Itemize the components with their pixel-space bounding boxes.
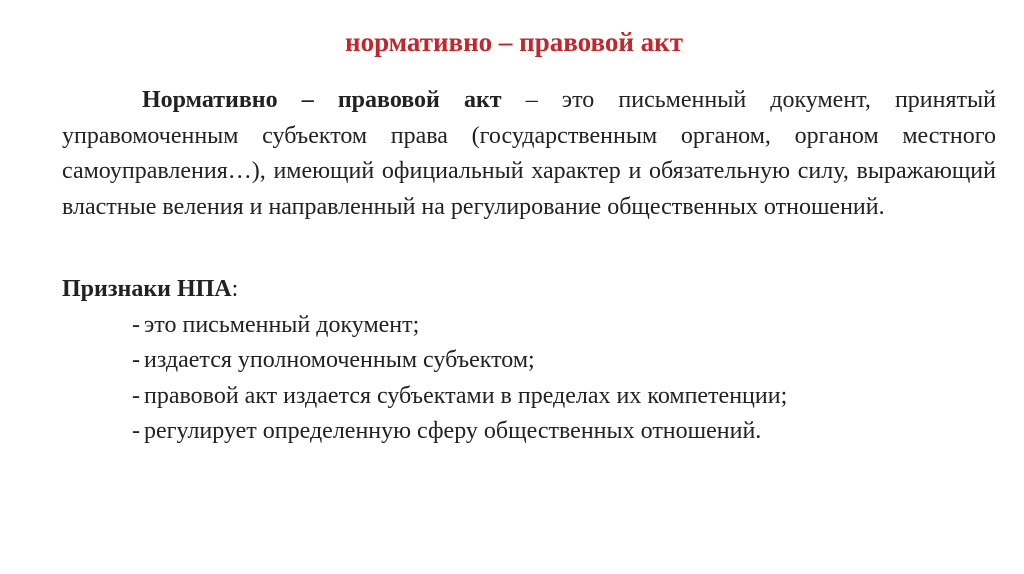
slide-title: нормативно – правовой акт bbox=[345, 27, 683, 57]
signs-heading-colon: : bbox=[231, 276, 239, 302]
signs-heading bbox=[62, 272, 996, 308]
signs-section bbox=[62, 272, 996, 450]
signs-list bbox=[62, 308, 996, 450]
list-item-dash: - bbox=[132, 382, 140, 409]
list-item-dash: - bbox=[132, 418, 140, 444]
definition-term: Нормативно – правовой акт bbox=[142, 87, 502, 113]
list-item bbox=[132, 379, 996, 415]
list-item-dash: - bbox=[132, 347, 140, 373]
definition-paragraph bbox=[62, 83, 996, 225]
definition-text: – это письменный документ, принятый управомоченным субъектом права (государственным органом, органом местного самоуправления…), имеющий официальный характер и обязательную силу, выражающий властные веления и направленный на регулирование общественных отношений. bbox=[62, 87, 996, 220]
list-item-text: это письменный документ; bbox=[144, 311, 420, 338]
list-item-text: правовой акт издается субъектами в пределах их компетенции; bbox=[144, 382, 788, 409]
list-item bbox=[132, 343, 996, 379]
list-item-text: издается уполномоченным субъектом; bbox=[144, 347, 535, 373]
list-item bbox=[132, 414, 996, 450]
list-item bbox=[132, 308, 996, 344]
list-item-text: регулирует определенную сферу общественных отношений. bbox=[144, 418, 762, 444]
list-item-dash: - bbox=[132, 311, 140, 338]
signs-heading-label: Признаки НПА bbox=[62, 276, 232, 302]
